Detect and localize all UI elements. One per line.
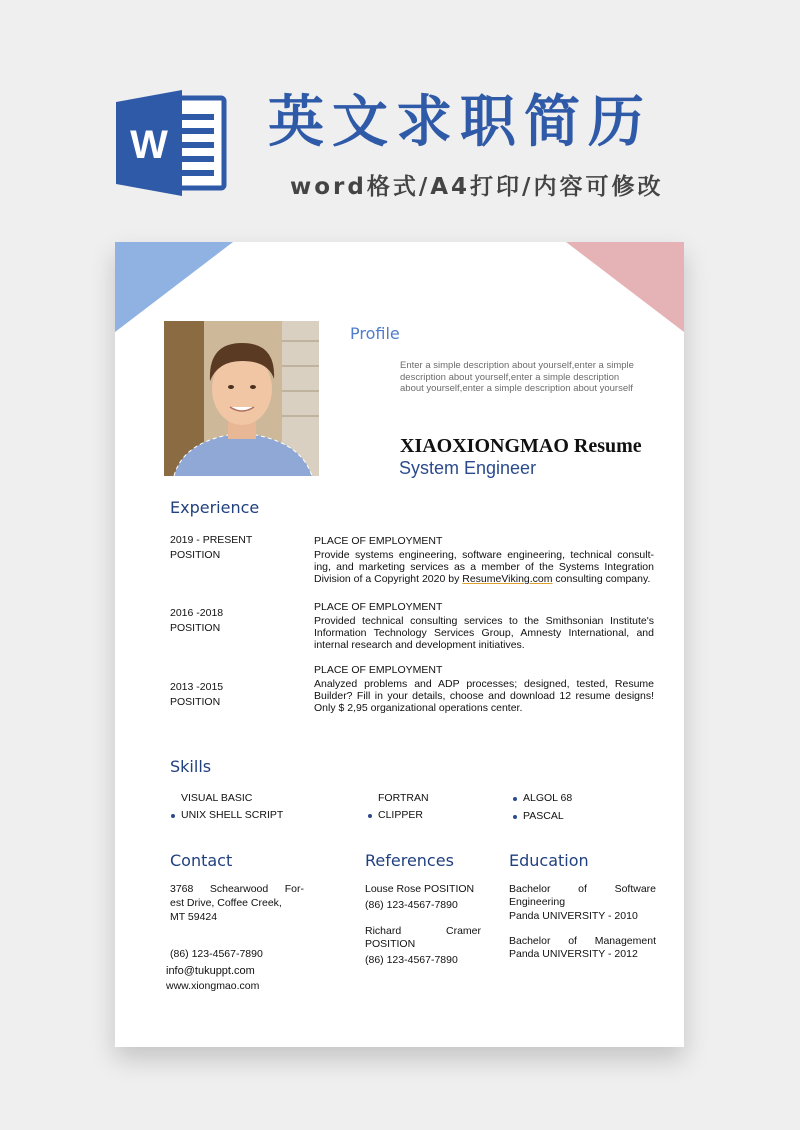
experience-position: POSITION bbox=[170, 549, 221, 561]
contact-phone: (86) 123-4567-7890 bbox=[170, 948, 263, 960]
bullet-icon bbox=[513, 797, 517, 801]
education-school: Panda UNIVERSITY - 2010 bbox=[509, 910, 638, 922]
experience-date-range: 2016 -2018 bbox=[170, 607, 224, 619]
reference-name: Richard Cramer bbox=[365, 925, 481, 937]
experience-date-range: 2013 -2015 bbox=[170, 681, 224, 693]
skill-item: UNIX SHELL SCRIPT bbox=[181, 809, 284, 821]
experience-text-end: consulting company. bbox=[552, 573, 651, 585]
skills-heading: Skills bbox=[170, 757, 212, 776]
word-icon bbox=[116, 88, 228, 198]
contact-address-line: est Drive, Coffee Creek, bbox=[170, 897, 282, 909]
reference-phone: (86) 123-4567-7890 bbox=[365, 954, 458, 966]
references-heading: References bbox=[365, 851, 454, 870]
experience-place: PLACE OF EMPLOYMENT bbox=[314, 535, 443, 547]
experience-text: Provide systems engineering, software engineering, technical consult- ing, and marketing services as a member of the Systems Integration Division of a Copyright 2020 by bbox=[314, 549, 654, 585]
education-degree: Bachelor of Management bbox=[509, 935, 656, 947]
experience-link[interactable]: ResumeViking.com bbox=[462, 573, 553, 585]
education-heading: Education bbox=[509, 851, 589, 870]
contact-address bbox=[170, 882, 304, 924]
bullet-icon bbox=[171, 814, 175, 818]
bullet-icon bbox=[368, 814, 372, 818]
experience-entry bbox=[314, 664, 654, 714]
experience-dates bbox=[170, 680, 223, 710]
contact-address-line: 3768 Schearwood For- bbox=[170, 883, 304, 895]
reference-phone: (86) 123-4567-7890 bbox=[365, 899, 458, 911]
contact-email[interactable]: info@tukuppt.com bbox=[166, 965, 255, 977]
banner-title: 英文求职简历 bbox=[268, 90, 652, 155]
experience-position: POSITION bbox=[170, 696, 221, 708]
profile-description: Enter a simple description about yourself,enter a simple description about yourself,enter a simple description about yourself,enter a simple description about yourself bbox=[400, 360, 634, 394]
word-icon-letter: W bbox=[130, 123, 168, 167]
education-school: Panda UNIVERSITY - 2012 bbox=[509, 948, 638, 960]
contact-heading: Contact bbox=[170, 851, 233, 870]
skill-item: CLIPPER bbox=[378, 809, 423, 821]
corner-decoration-blue bbox=[115, 242, 233, 332]
contact-website[interactable]: www.xiongmao.com bbox=[166, 980, 260, 992]
resume-page bbox=[115, 242, 684, 1047]
profile-photo bbox=[164, 321, 319, 476]
reference-position: POSITION bbox=[365, 938, 416, 950]
contact-address-line: MT 59424 bbox=[170, 911, 218, 923]
resume-name: XIAOXIONGMAO Resume bbox=[400, 435, 642, 457]
skill-item: VISUAL BASIC bbox=[181, 792, 253, 804]
experience-dates bbox=[170, 533, 252, 563]
profile-heading: Profile bbox=[350, 324, 400, 343]
resume-role: System Engineer bbox=[399, 458, 537, 478]
experience-text: Provided technical consulting services to the Smithsonian Institute's Information Technology Services Group, Amnesty International, and internal research and development initiatives. bbox=[314, 615, 654, 651]
experience-place: PLACE OF EMPLOYMENT bbox=[314, 664, 443, 676]
experience-heading: Experience bbox=[170, 498, 260, 517]
banner-subtitle: word格式/A4打印/内容可修改 bbox=[290, 174, 664, 200]
skill-item: FORTRAN bbox=[378, 792, 429, 804]
skill-item: PASCAL bbox=[523, 810, 564, 822]
bullet-icon bbox=[513, 815, 517, 819]
education-field: Engineering bbox=[509, 896, 566, 908]
experience-entry bbox=[314, 535, 654, 585]
education-degree: Bachelor of Software bbox=[509, 883, 656, 895]
reference-name: Louse Rose POSITION bbox=[365, 883, 475, 895]
skill-item: ALGOL 68 bbox=[523, 792, 573, 804]
experience-entry bbox=[314, 601, 654, 651]
experience-place: PLACE OF EMPLOYMENT bbox=[314, 601, 443, 613]
experience-dates bbox=[170, 606, 223, 636]
experience-date-range: 2019 - PRESENT bbox=[170, 534, 253, 546]
corner-decoration-pink bbox=[566, 242, 684, 332]
experience-text: Analyzed problems and ADP processes; designed, tested, Resume Builder? Fill in your details, choose and download 12 resume designs! Only $ 2,95 organizational operations center. bbox=[314, 678, 654, 714]
experience-position: POSITION bbox=[170, 622, 221, 634]
